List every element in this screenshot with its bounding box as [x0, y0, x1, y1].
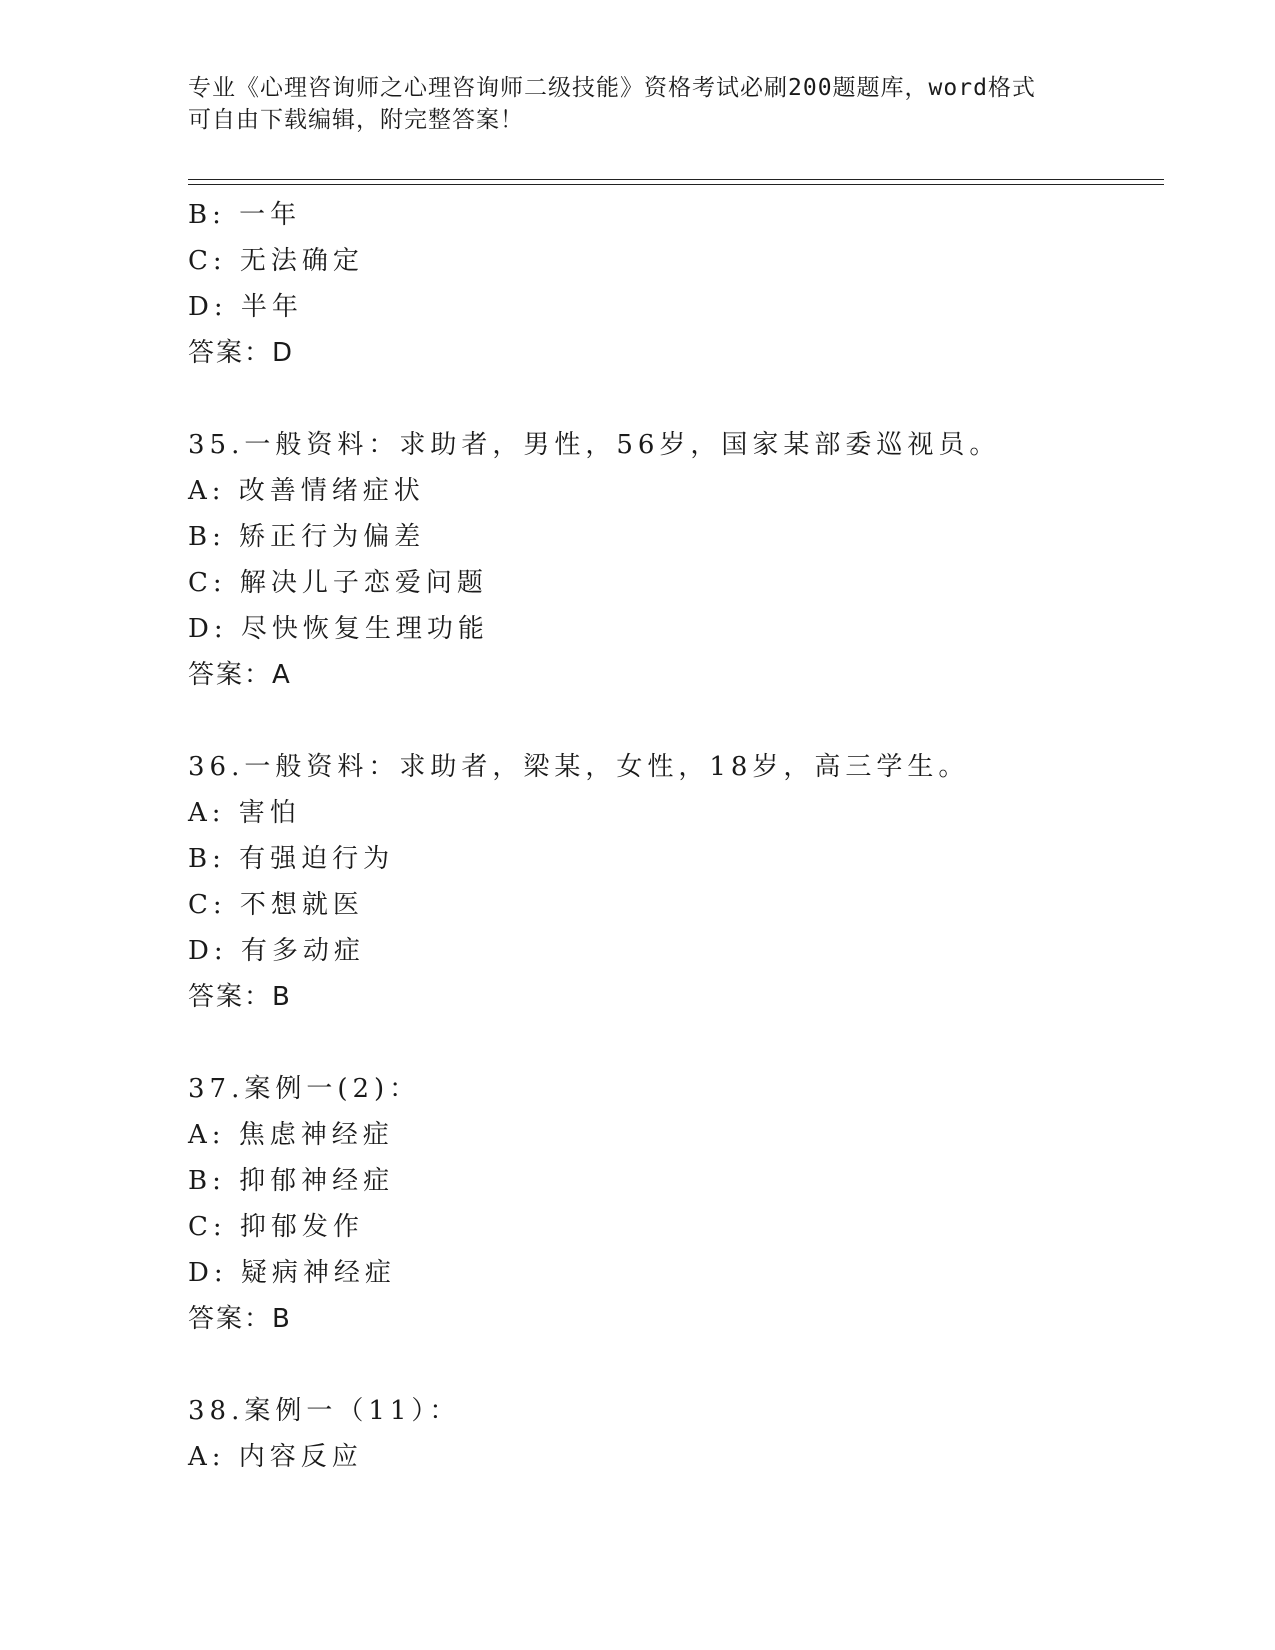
- question-stem: 37.案例一(2)：: [188, 1074, 421, 1104]
- spacer: [188, 1020, 1168, 1066]
- answer: 答案：B: [188, 982, 292, 1012]
- header-line-2: 可自由下载编辑，附完整答案！: [188, 107, 524, 133]
- option-b: B: 矫正行为偏差: [188, 522, 426, 552]
- answer: 答案：A: [188, 660, 292, 690]
- option-b: B: 有强迫行为: [188, 844, 395, 874]
- option-c: C: 不想就医: [188, 890, 364, 920]
- option-a: A: 改善情绪症状: [188, 476, 425, 506]
- spacer: [188, 1342, 1168, 1388]
- answer: 答案：D: [188, 338, 295, 368]
- header-divider-bottom: [188, 184, 1164, 185]
- question-34-tail: [188, 192, 1168, 376]
- option-a: A: 焦虑神经症: [188, 1120, 394, 1150]
- answer: 答案：B: [188, 1304, 292, 1334]
- question-36: [188, 744, 1168, 1020]
- question-stem: 38.案例一（11）：: [188, 1396, 461, 1426]
- option-c: C: 无法确定: [188, 246, 364, 276]
- option-c: C: 解决儿子恋爱问题: [188, 568, 488, 598]
- option-a: A: 内容反应: [188, 1442, 363, 1472]
- question-list: [188, 192, 1168, 1480]
- question-38: [188, 1388, 1168, 1480]
- question-stem: 36.一般资料：求助者，梁某，女性，18岁，高三学生。: [188, 752, 970, 782]
- option-d: D: 半年: [188, 292, 303, 322]
- option-b: B: 抑郁神经症: [188, 1166, 395, 1196]
- option-d: D: 尽快恢复生理功能: [188, 614, 489, 644]
- header-divider-top: [188, 179, 1164, 180]
- spacer: [188, 698, 1168, 744]
- question-35: [188, 422, 1168, 698]
- option-a: A: 害怕: [188, 798, 301, 828]
- option-d: D: 有多动症: [188, 936, 365, 966]
- question-37: [188, 1066, 1168, 1342]
- spacer: [188, 376, 1168, 422]
- question-stem: 35.一般资料：求助者，男性，56岁，国家某部委巡视员。: [188, 430, 1001, 460]
- header-line-1: 专业《心理咨询师之心理咨询师二级技能》资格考试必刷200题题库，word格式: [188, 75, 1036, 101]
- document-header: [188, 72, 1088, 136]
- option-c: C: 抑郁发作: [188, 1212, 364, 1242]
- option-d: D: 疑病神经症: [188, 1258, 396, 1288]
- option-b: B: 一年: [188, 200, 302, 230]
